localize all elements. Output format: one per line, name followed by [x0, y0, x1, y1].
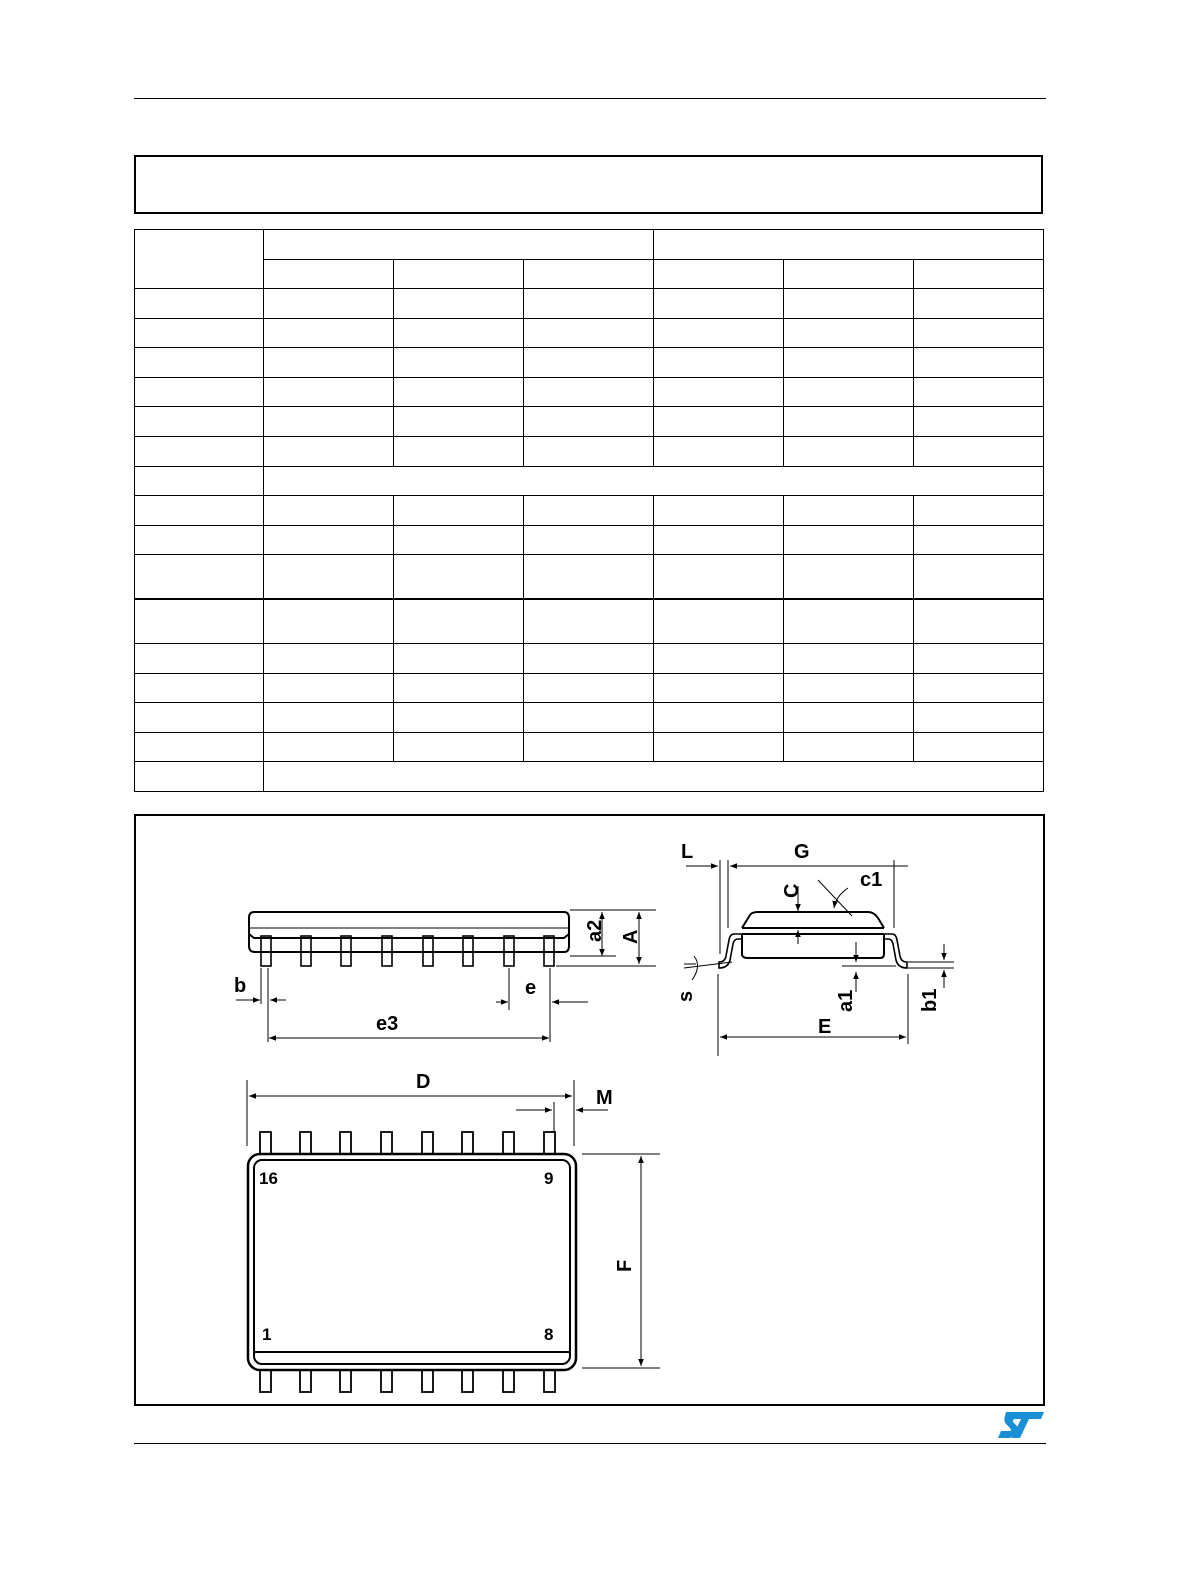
- table-row: [135, 377, 1044, 407]
- pin-label-8: 8: [544, 1325, 554, 1344]
- table-row: [135, 407, 1044, 437]
- dim-label-e3: e3: [376, 1013, 399, 1035]
- table-row: [135, 555, 1044, 599]
- dim-label-a1: a1: [835, 989, 857, 1012]
- table-row-merged: [135, 466, 1044, 496]
- subheader-cell: [784, 259, 914, 289]
- table-row: [135, 732, 1044, 762]
- table-row: [135, 437, 1044, 467]
- subheader-cell: [394, 259, 524, 289]
- bottom-rule: [134, 1443, 1046, 1444]
- top-rule: [134, 98, 1046, 99]
- st-logo-icon: [996, 1410, 1046, 1440]
- table-row: [135, 599, 1044, 643]
- table-row: [135, 496, 1044, 526]
- dim-label-C: C: [781, 883, 803, 898]
- subheader-row: [135, 259, 1044, 289]
- dim-label-M: M: [596, 1087, 613, 1109]
- header-cell: [654, 230, 1044, 260]
- dim-label-b1: b1: [919, 988, 941, 1012]
- subheader-cell: [654, 259, 784, 289]
- dim-label-L: L: [681, 841, 694, 863]
- table-row: [135, 289, 1044, 319]
- package-drawing: [134, 814, 1045, 1406]
- dim-label-G: G: [794, 841, 810, 863]
- dim-label-F: F: [614, 1259, 636, 1272]
- dim-label-D: D: [416, 1071, 431, 1093]
- dim-label-E: E: [818, 1016, 832, 1038]
- table-row: [135, 644, 1044, 674]
- dim-label-c1: c1: [860, 869, 883, 891]
- subheader-cell: [264, 259, 394, 289]
- table-row-merged: [135, 762, 1044, 792]
- table-row: [135, 673, 1044, 703]
- pin-label-1: 1: [262, 1325, 272, 1344]
- table-row: [135, 318, 1044, 348]
- subheader-cell: [524, 259, 654, 289]
- table-row: [135, 525, 1044, 555]
- dim-label-b: b: [234, 975, 247, 997]
- subheader-cell: [914, 259, 1044, 289]
- dimensions-table: [134, 229, 1044, 792]
- header-row: [135, 230, 1044, 260]
- dim-label-e: e: [525, 977, 537, 999]
- dim-label-s: s: [675, 990, 697, 1002]
- table-row: [135, 703, 1044, 733]
- table-row: [135, 348, 1044, 378]
- dim-label-a2: a2: [584, 919, 606, 942]
- header-cell: [264, 230, 654, 260]
- header-cell: [135, 230, 264, 289]
- top-view: [247, 1080, 660, 1392]
- dim-label-A: A: [620, 929, 642, 944]
- pin-label-9: 9: [544, 1169, 554, 1188]
- title-box: [134, 155, 1043, 214]
- pin-label-16: 16: [259, 1169, 278, 1188]
